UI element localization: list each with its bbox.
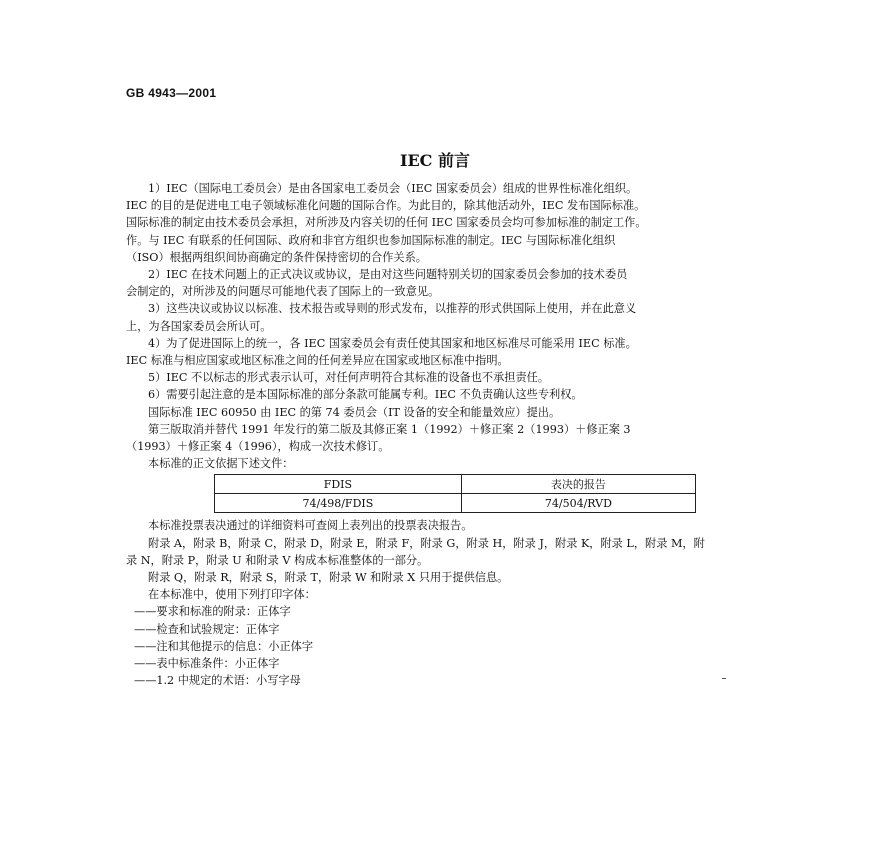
body-text	[126, 180, 792, 689]
table-row	[215, 494, 696, 513]
scan-mark	[722, 678, 726, 679]
standard-code: GB 4943—2001	[126, 86, 217, 100]
paragraph: 录 N，附录 P，附录 U 和附录 V 构成本标准整体的一部分。	[126, 553, 429, 567]
page-title: IEC 前言	[400, 151, 470, 170]
table-cell: 74/504/RVD	[461, 494, 695, 513]
list-item: ——要求和标准的附录：正体字	[134, 605, 291, 619]
paragraph: 上，为各国家委员会所认可。	[126, 319, 272, 333]
paragraph: 1）IEC（国际电工委员会）是由各国家电工委员会（IEC 国家委员会）组成的世界性标准化组织。	[148, 182, 638, 195]
paragraph: 5）IEC 不以标志的形式表示认可，对任何声明符合其标准的设备也不承担责任。	[148, 371, 550, 385]
paragraph: IEC 的目的是促进电工电子领域标准化问题的国际合作。为此目的，除其他活动外，IEC 发布国际标准。	[126, 199, 646, 213]
list-item: ——注和其他提示的信息：小正体字	[134, 639, 314, 653]
paragraph: 作。与 IEC 有联系的任何国际、政府和非官方组织也参加国际标准的制定。IEC 与国际标准化组织	[126, 233, 616, 247]
voting-documents-table	[214, 474, 696, 513]
paragraph: 国际标准的制定由技术委员会承担，对所涉及内容关切的任何 IEC 国家委员会均可参加标准的制定工作。	[126, 216, 647, 230]
table-header-cell: 表决的报告	[461, 475, 695, 494]
paragraph: 本标准的正文依据下述文件：	[148, 457, 294, 471]
paragraph: 国际标准 IEC 60950 由 IEC 的第 74 委员会（IT 设备的安全和能量效应）提出。	[148, 405, 561, 419]
paragraph: 6）需要引起注意的是本国际标准的部分条款可能属专利。IEC 不负责确认这些专利权。	[148, 388, 583, 402]
paragraph: 在本标准中，使用下列打印字体：	[148, 588, 316, 602]
list-item: ——1.2 中规定的术语：小写字母	[134, 674, 301, 688]
table-header-row	[215, 475, 696, 494]
paragraph: （ISO）根据两组织间协商确定的条件保持密切的合作关系。	[126, 250, 427, 264]
paragraph: 附录 Q，附录 R，附录 S，附录 T，附录 W 和附录 X 只用于提供信息。	[148, 571, 509, 585]
table-header-cell: FDIS	[215, 475, 462, 494]
paragraph: 附录 A，附录 B，附录 C，附录 D，附录 E，附录 F，附录 G，附录 H，附录 J，附录 K，附录 L，附录 M，附	[148, 536, 705, 550]
paragraph: 会制定的，对所涉及的问题尽可能地代表了国际上的一致意见。	[126, 285, 440, 299]
table-cell: 74/498/FDIS	[215, 494, 462, 513]
paragraph: 4）为了促进国际上的统一，各 IEC 国家委员会有责任使其国家和地区标准尽可能采用 IEC 标准。	[148, 336, 637, 350]
paragraph: 本标准投票表决通过的详细资料可查阅上表列出的投票表决报告。	[148, 519, 473, 533]
paragraph: （1993）＋修正案 4（1996），构成一次技术修订。	[126, 440, 390, 454]
paragraph: 2）IEC 在技术问题上的正式决议或协议，是由对这些问题特别关切的国家委员会参加的技术委员	[148, 268, 628, 282]
paragraph: 3）这些决议或协议以标准、技术报告或导则的形式发布，以推荐的形式供国际上使用，并在此意义	[148, 302, 637, 316]
list-item: ——检查和试验规定：正体字	[134, 622, 280, 636]
paragraph: IEC 标准与相应国家或地区标准之间的任何差异应在国家或地区标准中指明。	[126, 354, 509, 368]
list-item: ——表中标准条件：小正体字	[134, 657, 280, 671]
paragraph: 第三版取消并替代 1991 年发行的第二版及其修正案 1（1992）＋修正案 2（1993）＋修正案 3	[148, 422, 631, 436]
